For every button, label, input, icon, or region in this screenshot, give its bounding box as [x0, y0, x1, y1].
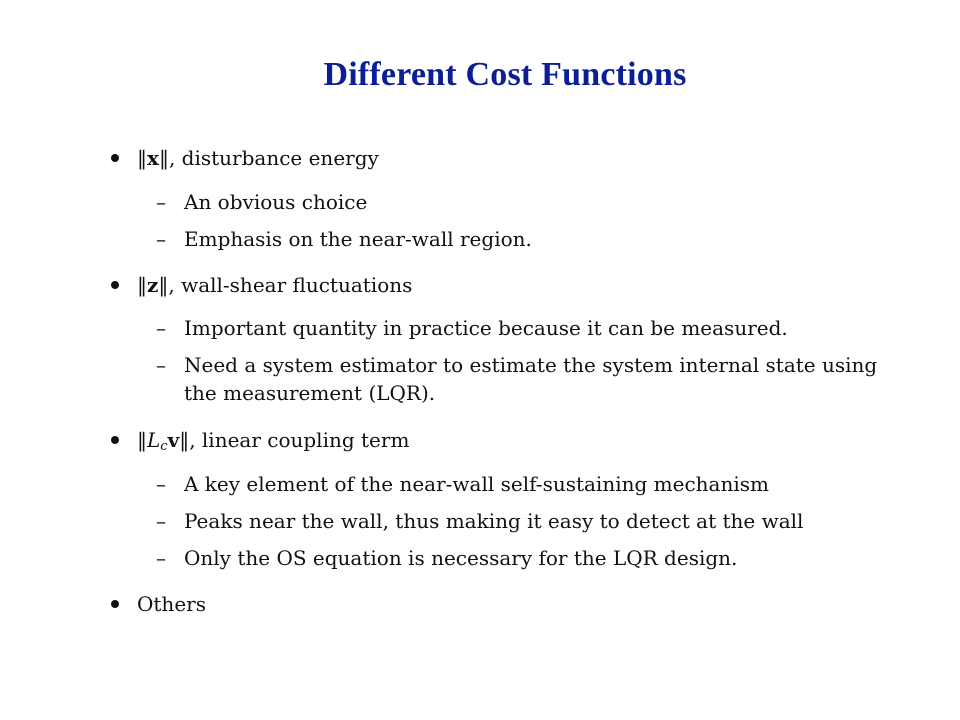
bullet-item-wall-shear — [137, 273, 412, 297]
bullet-item-others: Others — [137, 592, 206, 616]
norm-open: ‖ — [137, 146, 147, 170]
norm-variable: x — [147, 146, 159, 170]
bullet-item-disturbance-energy — [137, 146, 379, 170]
dash-icon: – — [156, 353, 166, 377]
subitem: An obvious choice — [184, 190, 368, 214]
dash-icon: – — [156, 509, 166, 533]
dash-icon: – — [156, 546, 166, 570]
norm-operator: L — [147, 428, 161, 452]
norm-open: ‖ — [137, 273, 147, 297]
bullet-icon — [111, 436, 119, 444]
subitem-continuation: the measurement (LQR). — [184, 381, 436, 405]
norm-variable: v — [167, 428, 180, 452]
subitem: Need a system estimator to estimate the system internal state using — [184, 353, 878, 377]
slide-title: Different Cost Functions — [323, 56, 687, 93]
subitem: A key element of the near-wall self-sustaining mechanism — [184, 472, 769, 496]
norm-close: ‖ — [179, 428, 190, 452]
bullet-label: , disturbance energy — [168, 146, 379, 170]
dash-icon: – — [156, 472, 166, 496]
norm-subscript: c — [160, 439, 168, 454]
norm-close: ‖ — [158, 146, 169, 170]
bullet-icon — [111, 154, 119, 162]
norm-close: ‖ — [158, 273, 169, 297]
bullet-icon — [111, 281, 119, 289]
dash-icon: – — [156, 227, 166, 251]
bullet-icon — [111, 600, 119, 608]
norm-variable: z — [147, 273, 159, 297]
dash-icon: – — [156, 190, 166, 214]
bullet-label: , wall-shear fluctuations — [168, 273, 413, 297]
subitem: Important quantity in practice because it can be measured. — [184, 316, 788, 340]
bullet-item-linear-coupling — [137, 428, 409, 459]
subitem: Emphasis on the near-wall region. — [184, 227, 532, 251]
bullet-label: , linear coupling term — [189, 428, 410, 452]
dash-icon: – — [156, 316, 166, 340]
subitem: Only the OS equation is necessary for the LQR design. — [184, 546, 738, 570]
norm-open: ‖ — [137, 428, 147, 452]
subitem: Peaks near the wall, thus making it easy to detect at the wall — [184, 509, 804, 533]
